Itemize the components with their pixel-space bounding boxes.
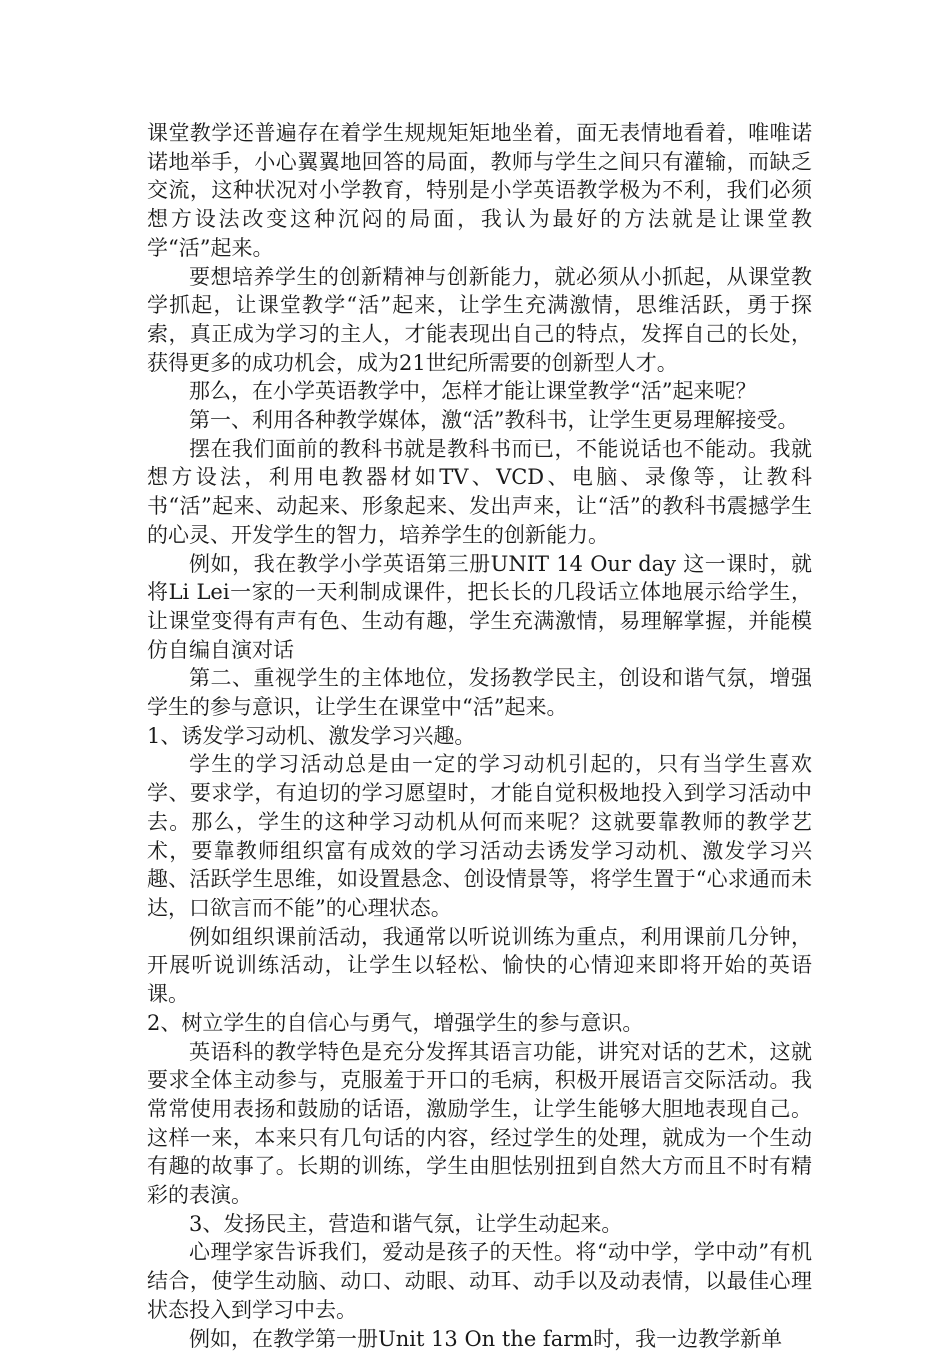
paragraph: 第一、利用各种教学媒体，激“活”教科书，让学生更易理解接受。 — [189, 408, 799, 433]
paragraph: 第二、重视学生的主体地位，发扬教学民主，创设和谐气氛，增强学生的参与意识，让学生在课堂中“活”起来。 — [147, 666, 812, 720]
list-heading: 1、诱发学习动机、激发学习兴趣。 — [147, 723, 476, 748]
paragraph: 课堂教学还普遍存在着学生规规矩矩地坐着，面无表情地看着，唯唯诺诺地举手，小心翼翼地回答的局面，教师与学生之间只有灌输，而缺乏交流，这种状况对小学教育，特别是小学英语教学极为不利，我们必须想方设法改变这种沉闷的局面，我认为最好的方法就是让课堂教学“活”起来。 — [147, 121, 812, 260]
paragraph: 心理学家告诉我们，爱动是孩子的天性。将“动中学，学中动”有机结合，使学生动脑、动口、动眼、动耳、动手以及动表情，以最佳心理状态投入到学习中去。 — [147, 1240, 812, 1322]
paragraph: 要想培养学生的创新精神与创新能力，就必须从小抓起，从课堂教学抓起，让课堂教学“活”起来，让学生充满激情，思维活跃，勇于探索，真正成为学习的主人，才能表现出自己的特点，发挥自己的长处，获得更多的成功机会，成为21世纪所需要的创新型人才。 — [147, 264, 812, 375]
list-heading: 2、树立学生的自信心与勇气，增强学生的参与意识。 — [147, 1010, 644, 1035]
list-heading: 3、发扬民主，营造和谐气氛，让学生动起来。 — [189, 1211, 623, 1236]
paragraph: 例如，我在教学小学英语第三册UNIT 14 Our day 这一课时，就将Li Lei一家的一天利制成课件，把长长的几段话立体地展示给学生，让课堂变得有声有色、生动有趣，学生充满激情，易理解掌握，并能模仿自编自演对话 — [147, 551, 812, 662]
paragraph: 学生的学习活动总是由一定的学习动机引起的，只有当学生喜欢学、要求学，有迫切的学习愿望时，才能自觉积极地投入到学习活动中去。那么，学生的这种学习动机从何而来呢？这就要靠教师的教学艺术，要靠教师组织富有成效的学习活动去诱发学习动机、激发学习兴趣、活跃学生思维，如设置悬念、创设情景等，将学生置于“心求通而未达，口欲言而不能”的心理状态。 — [147, 752, 812, 920]
paragraph: 英语科的教学特色是充分发挥其语言功能，讲究对话的艺术，这就要求全体主动参与，克服羞于开口的毛病，积极开展语言交际活动。我常常使用表扬和鼓励的话语，激励学生，让学生能够大胆地表现自己。这样一来，本来只有几句话的内容，经过学生的处理，就成为一个生动有趣的故事了。长期的训练，学生由胆怯别扭到自然大方而且不时有精彩的表演。 — [147, 1039, 812, 1208]
paragraph: 例如组织课前活动，我通常以听说训练为重点，利用课前几分钟，开展听说训练活动，让学生以轻松、愉快的心情迎来即将开始的英语课。 — [147, 924, 812, 1007]
paragraph: 摆在我们面前的教科书就是教科书而已，不能说话也不能动。我就想方设法，利用电教器材如TV、VCD、电脑、录像等，让教科书“活”起来、动起来、形象起来、发出声来，让“活”的教科书震撼学生的心灵、开发学生的智力，培养学生的创新能力。 — [147, 436, 812, 547]
paragraph: 那么，在小学英语教学中，怎样才能让课堂教学“活”起来呢？ — [189, 379, 757, 404]
paragraph: 例如，在教学第一册Unit 13 On the farm时，我一边教学新单 — [189, 1326, 783, 1351]
document-body — [147, 119, 812, 1353]
